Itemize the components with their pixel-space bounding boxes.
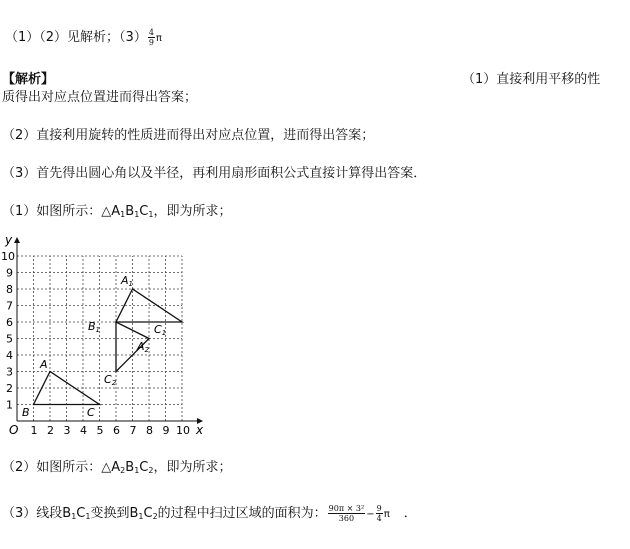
coordinate-figure xyxy=(0,232,210,442)
answer-line xyxy=(5,28,162,47)
y-tick-label: 9 xyxy=(6,266,13,280)
x-tick-label: 9 xyxy=(162,424,170,437)
s3-fraction-2 xyxy=(376,504,383,523)
s3-sub3: 1 xyxy=(138,512,144,521)
s3-frac2-den: 4 xyxy=(376,514,382,523)
y-tick-label: 3 xyxy=(6,365,13,379)
s2-suffix: ，即为所求； xyxy=(153,460,232,475)
s2-sub-b: 1 xyxy=(134,466,140,475)
y-tick-label: 7 xyxy=(6,299,13,313)
s3-minus: − xyxy=(366,509,375,520)
analysis-heading: 【解析】 xyxy=(2,72,55,87)
answer-frac-num: 4 xyxy=(148,28,154,37)
y-tick-label: 8 xyxy=(6,283,13,296)
x-tick-label: 2 xyxy=(47,424,54,437)
y-tick-label: 10 xyxy=(1,250,15,263)
solution-2 xyxy=(2,460,231,479)
s2-c: C xyxy=(139,460,149,475)
s1-sub-b: 1 xyxy=(134,210,140,219)
s3-mid4: 的过程中扫过区域的面积为： xyxy=(157,506,327,521)
x-tick-label: 8 xyxy=(146,424,153,437)
s2-b: B xyxy=(125,460,135,475)
x-tick-label: 1 xyxy=(30,424,38,437)
y-tick-label: 1 xyxy=(6,398,13,412)
s2-prefix: （2）如图所示： xyxy=(2,460,102,475)
s3-frac2-num: 9 xyxy=(376,504,382,513)
x-axis-label: x xyxy=(196,423,204,437)
label-A2: A2 xyxy=(137,340,149,354)
label-B1: B1 xyxy=(88,320,101,334)
label-C: C xyxy=(87,406,95,419)
y-tick-label: 2 xyxy=(6,382,13,395)
s2-sub-c: 2 xyxy=(148,466,154,475)
s1-sub-a: 1 xyxy=(120,210,126,219)
y-tick-label: 5 xyxy=(6,332,13,346)
s1-tri: △A xyxy=(101,204,121,219)
triangles xyxy=(34,289,183,405)
x-tick-label: 4 xyxy=(80,424,87,437)
x-tick-label: 7 xyxy=(129,424,137,437)
s1-sub-c: 1 xyxy=(148,210,154,219)
analysis-p3: （3）首先得出圆心角以及半径，再利用扇形面积公式直接计算得出答案． xyxy=(2,166,427,181)
y-tick-label: 6 xyxy=(6,316,13,329)
s3-fraction-1 xyxy=(328,504,366,523)
s3-sub2: 1 xyxy=(85,512,91,521)
s2-tri: △A xyxy=(101,460,121,475)
s2-sub-a: 2 xyxy=(120,466,126,475)
x-tick-label: 3 xyxy=(63,424,71,437)
origin-label: O xyxy=(9,423,19,437)
s3-prefix: （3）线段B xyxy=(2,506,72,521)
x-tick-label: 6 xyxy=(113,424,120,437)
label-B: B xyxy=(22,406,30,419)
grid xyxy=(17,256,182,421)
s1-prefix: （1）如图所示： xyxy=(2,204,102,219)
s1-c: C xyxy=(139,204,149,219)
label-C1: C1 xyxy=(154,323,167,337)
s3-frac1-num: 90π × 3² xyxy=(328,504,365,513)
answer-prefix: （1）（2）见解析；（3） xyxy=(5,30,147,45)
x-tick-label: 5 xyxy=(96,424,104,437)
analysis-p1-cont: 质得出对应点位置进而得出答案； xyxy=(2,90,198,105)
label-C2: C2 xyxy=(104,373,117,387)
answer-fraction xyxy=(148,28,155,47)
s3-sub4: 2 xyxy=(152,512,158,521)
solution-1 xyxy=(2,204,231,223)
s3-pi: π xyxy=(383,509,390,520)
solution-3 xyxy=(2,503,417,528)
s1-b: B xyxy=(125,204,135,219)
s3-mid3: C xyxy=(143,506,153,521)
label-A: A xyxy=(40,358,48,371)
answer-pi: π xyxy=(155,33,162,44)
answer-frac-den: 9 xyxy=(148,38,154,47)
y-tick-label: 4 xyxy=(6,349,13,362)
s3-mid2: 变换到B xyxy=(90,506,139,521)
s1-suffix: ，即为所求； xyxy=(153,204,232,219)
s3-mid1: C xyxy=(76,506,86,521)
s3-end: ． xyxy=(403,506,417,521)
x-tick-label: 10 xyxy=(176,424,190,437)
y-axis-label: y xyxy=(5,233,13,247)
analysis-p2: （2）直接利用旋转的性质进而得出对应点位置，进而得出答案； xyxy=(2,128,375,143)
label-A1: A1 xyxy=(121,274,133,288)
s3-sub1: 1 xyxy=(71,512,77,521)
axes xyxy=(14,237,203,424)
s3-frac1-den: 360 xyxy=(338,514,355,523)
y-axis-arrow xyxy=(14,237,20,243)
analysis-p1-right: （1）直接利用平移的性 xyxy=(462,72,601,87)
